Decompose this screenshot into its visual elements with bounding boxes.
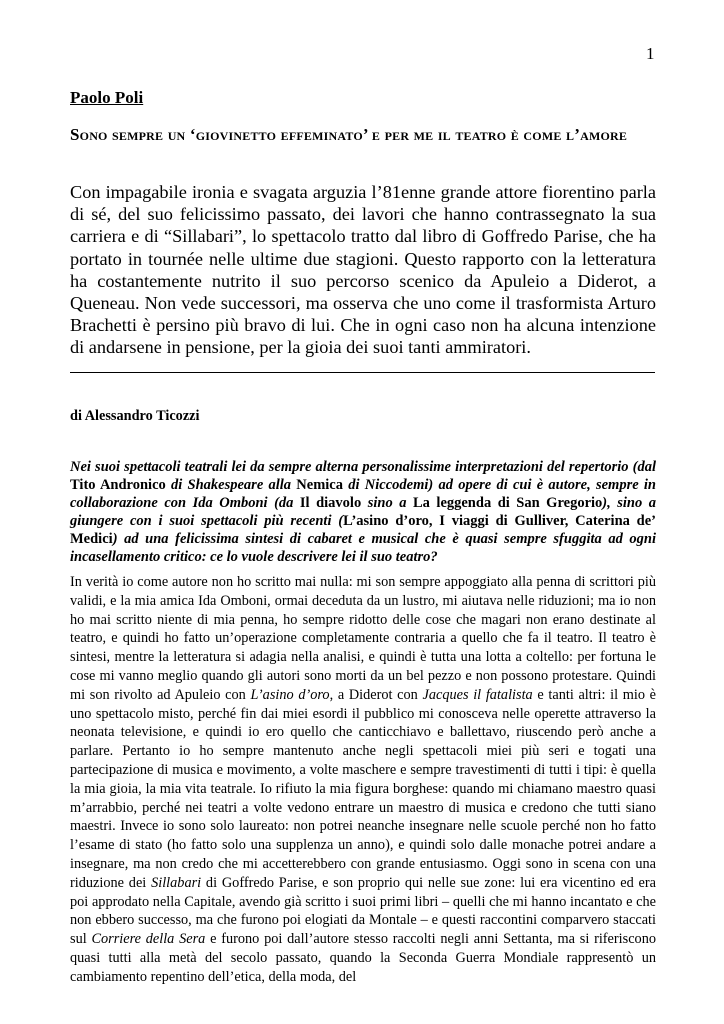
page-number: 1 xyxy=(646,44,655,63)
answer-text: di Goffredo Parise, e son proprio qui nelle sue zone: lui era vicentino ed era poi approdato nella Capitale, avendo già scritto i suoi primi libri – quelli che mi hanno incantato e che non ebbero successo, ma che furono poi elogiati da Montale – e questi raccontini comparvero staccati sul xyxy=(70,874,657,948)
interview-question xyxy=(70,459,656,566)
question-text: Nei suoi spettacoli teatrali lei da sempre alterna personalissime interpretazioni del repertorio (dal xyxy=(70,459,656,475)
work-title: L’asino d’oro xyxy=(250,686,330,703)
question-text: Shakespeare alla xyxy=(187,476,297,493)
article-headline: Sono sempre un ‘giovinetto effeminato’ e per me il teatro è come l’amore xyxy=(70,125,628,144)
question-text: ) ad una felicissima sintesi di cabaret e musical che è quasi sempre sfuggita ad ogni incasellamento critico: ce lo vuole descrivere lei il suo teatro? xyxy=(70,530,656,565)
answer-text: , a Diderot con xyxy=(329,686,423,703)
question-text: di Niccodemi) ad opere di cui è autore, sempre in collaborazione con Ida Omboni (da xyxy=(70,476,656,511)
interview-answer xyxy=(70,573,656,987)
question-text: sino a xyxy=(361,494,413,511)
byline: di Alessandro Ticozzi xyxy=(70,408,200,424)
separator-rule xyxy=(70,372,655,373)
answer-text: In verità io come autore non ho scritto mai nulla: mi son sempre appoggiato alla penna di scrittori più validi, e la mia amica Ida Omboni, ormai deceduta da un lustro, mi aiutava nelle riduzioni; ma io non ho mai scritto niente di mia penna, ho sempre ridotto delle cose che magari non erano destinate al teatro, e quindi ho fatto un’operazione completamente contraria a quello che fa il teatro. Il teatro è sintesi, mentre la letteratura si adagia nella analisi, e quindi è tutta una lotta a coltello: per fortuna le cose mi vanno meglio quando gli autori sono morti da un bel pezzo e non possono protestare. Quindi mi son rivolto ad Apuleio con xyxy=(70,574,656,703)
newspaper-title: Corriere della Sera xyxy=(91,931,206,948)
lead-paragraph: Con impagabile ironia e svagata arguzia l’81enne grande attore fiorentino parla di sé, del suo felicissimo passato, dei lavori che hanno contrassegnato la sua carriera e di “Sillabari”, lo spettacolo tratto dal libro di Goffredo Parise, che ha portato in tournée nelle ultime due stagioni. Questo rapporto con la letteratura ha costantemente nutrito il suo percorso scenico da Apuleio a Diderot, a Queneau. Non vede successori, ma osserva che uno come il trasformista Arturo Brachetti è persino più bravo di lui. Che in ogni caso non ha alcuna intenzione di andarsene in pensione, per la gioia dei suoi tanti ammiratori. xyxy=(70,182,656,358)
work-title: Sillabari xyxy=(151,874,202,891)
question-title: Nemica xyxy=(296,476,343,493)
question-title: Tito Andronico xyxy=(70,476,166,493)
question-title: L’asino d’oro, I viaggi di Gulliver, Caterina de’ Medici xyxy=(70,512,657,547)
work-title: Jacques il fatalista xyxy=(422,686,533,703)
question-text: ), sino a giungere con i suoi spettacoli più recenti ( xyxy=(70,494,656,529)
question-title: Il diavolo xyxy=(299,494,362,511)
answer-text: e tanti altri: il mio è uno spettacolo misto, perché fin dai miei esordi il pubblico mi conosceva nelle operette attraverso la neonata televisione, e quindi io ero quello che canticchiavo e ballettavo, riuscendo però anche a parlare. Pertanto io ho sempre mantenuto anche negli spettacoli miei più seri e togati una partecipazione di musica e movimento, a volte maschere e sempre travestimenti di tutti i tipi: è quella la mia gioia, la mia vita teatrale. Io rifiuto la mia figura borghese: quando mi chiamano maestro quasi m’arrabbio, perché nei teatri a volte vedono entrare un maestro di musica e credono che tutti siano maestri. Invece io sono solo laureato: non potrei neanche insegnare nelle scuole perché non ho fatto l’esame di stato (ho fatto solo una supplenza un anno), e quindi solo dalle monache potrei andare a insegnare, ma non credo che mi accetterebbero con grande entusiasmo. Oggi sono in scena con una riduzione dei xyxy=(70,686,656,891)
question-text: di xyxy=(165,476,188,493)
question-title: La leggenda di San Gregorio xyxy=(412,494,603,511)
answer-text: e furono poi dall’autore stesso raccolti negli anni Settanta, ma si riferiscono quasi tutti alla metà del secolo passato, quando la Seconda Guerra Mondiale rappresentò un cambiamento repentino dell’etica, della moda, del xyxy=(70,931,656,985)
author-name: Paolo Poli xyxy=(70,88,144,107)
